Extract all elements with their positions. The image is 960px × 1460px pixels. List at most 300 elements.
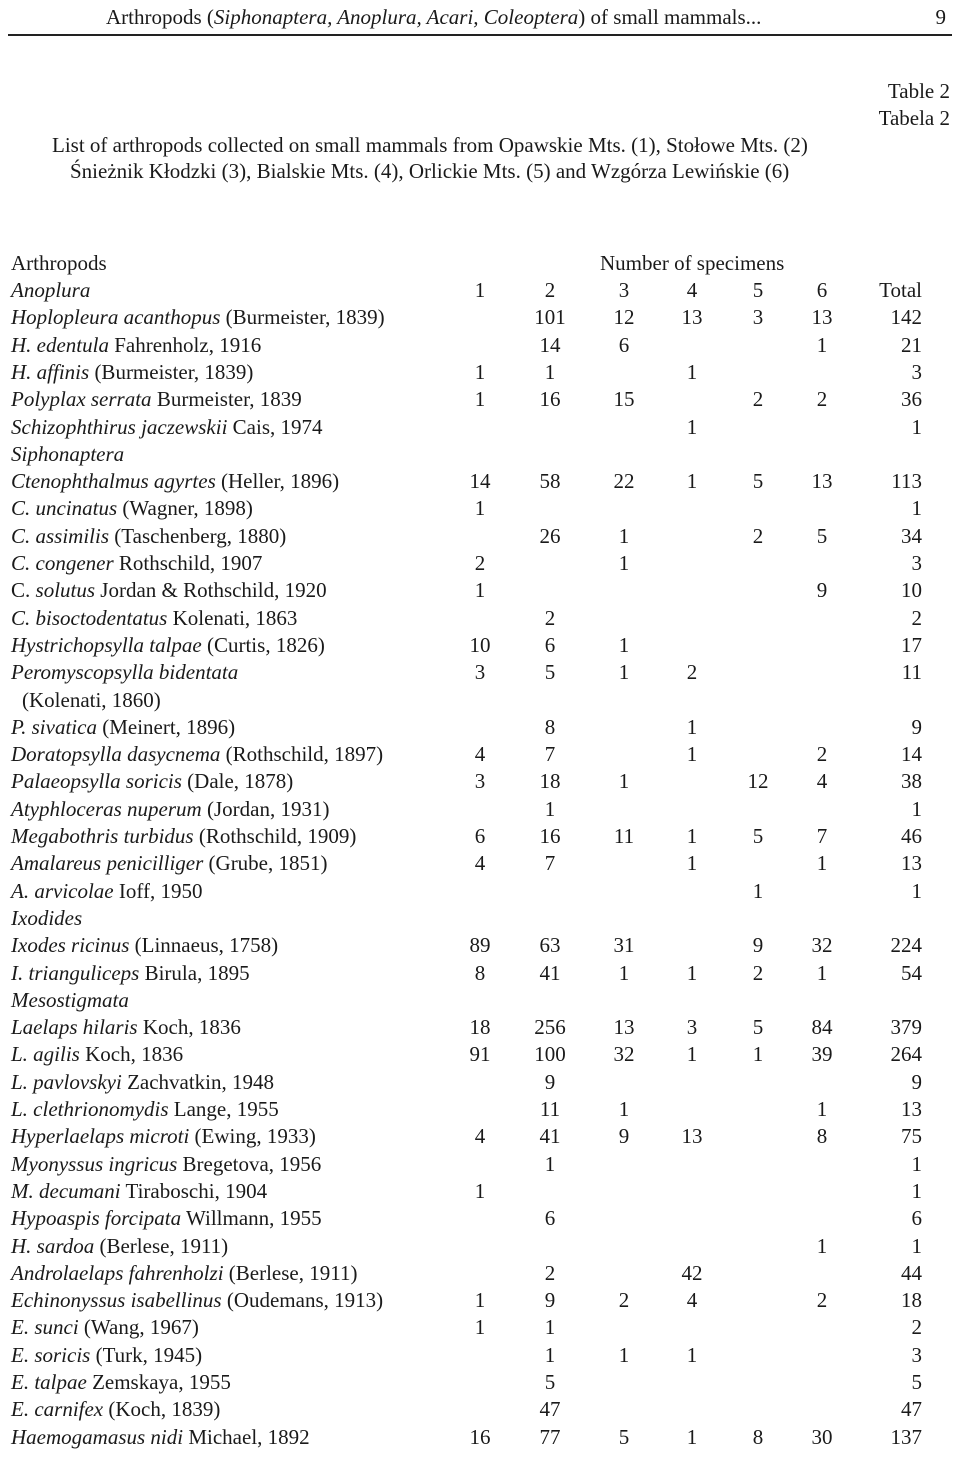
group-row xyxy=(0,905,960,932)
species-taxon: E. sunci xyxy=(11,1315,79,1340)
count-cell-3: 9 xyxy=(618,1124,630,1149)
species-taxon: L. clethrionomydis xyxy=(11,1097,169,1121)
species-name xyxy=(11,1342,202,1369)
count-cell-6: 2 xyxy=(816,742,828,767)
count-cell-5: 12 xyxy=(747,769,769,794)
species-name xyxy=(11,495,253,522)
count-cell-1: 2 xyxy=(474,551,486,575)
species-taxon: C. congener xyxy=(11,551,114,575)
species-author: (Burmeister, 1839) xyxy=(89,359,254,384)
count-cell-1: 1 xyxy=(474,387,486,412)
count-cell-1: 3 xyxy=(474,660,486,685)
count-cell-2: 5 xyxy=(544,660,556,685)
count-cell-2: 14 xyxy=(539,332,561,357)
total-cell: 47 xyxy=(901,1397,922,1422)
species-author: Kolenati, 1863 xyxy=(167,605,298,630)
count-cell-4: 1 xyxy=(686,1042,698,1067)
count-cell-1: 1 xyxy=(474,1178,486,1203)
group-row xyxy=(0,987,960,1014)
species-name xyxy=(11,850,328,877)
species-name xyxy=(11,577,327,604)
count-cell-3: 1 xyxy=(618,660,630,685)
count-cell-1: 4 xyxy=(474,851,486,876)
count-cell-3: 1 xyxy=(618,523,630,548)
count-cell-3: 12 xyxy=(613,305,635,330)
count-cell-5: 8 xyxy=(752,1424,764,1449)
species-taxon: C. assimilis xyxy=(11,523,110,548)
count-cell-2: 26 xyxy=(539,523,561,548)
page-number: 9 xyxy=(935,5,946,29)
count-cell-2: 100 xyxy=(534,1042,566,1067)
count-cell-2: 11 xyxy=(539,1097,561,1121)
total-cell: 34 xyxy=(901,523,922,548)
count-cell-2: 16 xyxy=(539,387,561,412)
species-taxon: Hystrichopsylla talpae xyxy=(11,632,202,657)
count-cell-4: 1 xyxy=(686,414,698,439)
species-taxon: Ixodes ricinus xyxy=(11,933,130,958)
count-cell-5: 5 xyxy=(752,278,764,302)
count-cell-4: 13 xyxy=(681,305,703,330)
species-taxon: Hyperlaelaps microti xyxy=(11,1124,190,1149)
count-cell-6: 2 xyxy=(816,387,828,412)
count-cell-1: 1 xyxy=(474,1315,486,1340)
total-cell: 264 xyxy=(890,1042,922,1067)
count-cell-1: 1 xyxy=(474,578,486,603)
count-cell-3: 6 xyxy=(618,332,630,357)
total-cell: 10 xyxy=(901,578,922,603)
species-name xyxy=(11,1069,274,1096)
species-taxon: Atyphloceras nuperum xyxy=(11,796,202,821)
species-name xyxy=(11,1287,383,1314)
species-name xyxy=(11,414,323,441)
caption-line-1: List of arthropods collected on small mammals from Opawskie Mts. (1), Stołowe Mts. (2) xyxy=(52,133,808,157)
species-name xyxy=(11,1260,357,1287)
species-name xyxy=(11,1424,310,1451)
count-cell-3: 32 xyxy=(613,1042,635,1067)
species-name xyxy=(11,659,238,686)
count-cell-2: 1 xyxy=(544,796,556,821)
species-author: Jordan & Rothschild, 1920 xyxy=(95,578,327,603)
table-label-en: Table 2 xyxy=(887,79,950,103)
total-cell: 46 xyxy=(901,824,922,848)
total-cell: 38 xyxy=(901,769,922,794)
species-name xyxy=(11,932,278,959)
species-author: Koch, 1836 xyxy=(79,1042,184,1067)
count-cell-2: 2 xyxy=(544,278,556,302)
count-cell-4: 1 xyxy=(686,469,698,494)
table-row xyxy=(0,823,960,850)
total-cell: 14 xyxy=(901,742,922,767)
total-cell: 6 xyxy=(911,1206,922,1231)
table-row xyxy=(0,304,960,331)
species-name xyxy=(11,523,286,550)
species-taxon: Amalareus penicilliger xyxy=(11,851,204,876)
count-cell-1: 1 xyxy=(474,1288,486,1313)
running-header xyxy=(8,2,952,36)
species-author: (Oudemans, 1913) xyxy=(221,1288,384,1313)
species-taxon: M. decumani xyxy=(11,1178,121,1203)
species-taxon: E. talpae xyxy=(11,1370,87,1394)
species-name xyxy=(11,714,235,741)
species-taxon: Megabothris turbidus xyxy=(11,824,194,848)
count-cell-3: 11 xyxy=(613,824,635,848)
species-taxon: H. affinis xyxy=(11,359,90,384)
total-cell: 2 xyxy=(911,605,922,630)
table-row xyxy=(0,359,960,386)
table-row xyxy=(0,659,960,686)
count-cell-6: 2 xyxy=(816,1288,828,1313)
species-author: Birula, 1895 xyxy=(139,960,250,985)
species-name xyxy=(11,1014,241,1041)
species-name xyxy=(11,386,302,413)
species-taxon: Hypoaspis forcipata xyxy=(11,1206,182,1231)
species-taxon: C. uncinatus xyxy=(11,496,118,521)
table-row xyxy=(0,1314,960,1341)
species-name xyxy=(11,332,261,359)
table-row xyxy=(0,468,960,495)
species-author: (Heller, 1896) xyxy=(215,469,340,494)
count-cell-2: 101 xyxy=(534,305,566,330)
species-taxon: H. edentula xyxy=(11,332,109,357)
table-row xyxy=(0,741,960,768)
species-author: Michael, 1892 xyxy=(183,1424,310,1449)
count-cell-5: 5 xyxy=(752,469,764,494)
species-author: (Kolenati, 1860) xyxy=(22,687,161,712)
count-cell-6: 13 xyxy=(811,305,833,330)
count-cell-2: 6 xyxy=(544,632,556,657)
table-row xyxy=(0,1014,960,1041)
count-cell-2: 16 xyxy=(539,824,561,848)
species-author: Cais, 1974 xyxy=(227,414,323,439)
table-row xyxy=(0,495,960,522)
count-cell-2: 47 xyxy=(539,1397,561,1422)
count-cell-5: 5 xyxy=(752,824,764,848)
species-taxon: H. sardoa xyxy=(11,1233,95,1258)
count-cell-3: 1 xyxy=(618,551,630,575)
count-cell-1: 3 xyxy=(474,769,486,794)
table-row xyxy=(0,960,960,987)
count-cell-2: 1 xyxy=(544,1315,556,1340)
count-cell-6: 1 xyxy=(816,960,828,985)
count-cell-4: 1 xyxy=(686,824,698,848)
count-cell-6: 8 xyxy=(816,1124,828,1149)
table-row xyxy=(0,1396,960,1423)
count-cell-5: 2 xyxy=(752,523,764,548)
count-cell-3: 22 xyxy=(613,469,635,494)
species-author: (Dale, 1878) xyxy=(181,769,294,794)
species-author: Zemskaya, 1955 xyxy=(86,1370,231,1394)
count-cell-2: 63 xyxy=(539,933,561,958)
total-cell: 44 xyxy=(901,1260,922,1285)
group-label-text: Siphonaptera xyxy=(11,441,125,466)
group-label-text: Ixodides xyxy=(11,905,83,930)
species-author: (Rothschild, 1897) xyxy=(220,742,384,767)
table-row xyxy=(0,932,960,959)
total-cell: 9 xyxy=(911,1069,922,1094)
count-cell-6: 7 xyxy=(816,824,828,848)
count-cell-5: 3 xyxy=(752,305,764,330)
count-cell-4: 1 xyxy=(686,714,698,739)
table-caption xyxy=(52,132,932,184)
count-cell-1: 14 xyxy=(469,469,491,494)
species-name xyxy=(11,1396,220,1423)
column-header-row xyxy=(0,250,960,277)
species-taxon: Peromyscopsylla bidentata xyxy=(11,660,239,685)
species-taxon: L. pavlovskyi xyxy=(11,1069,122,1094)
count-cell-5: 5 xyxy=(752,1015,764,1040)
species-name xyxy=(11,768,293,795)
count-cell-2: 9 xyxy=(544,1288,556,1313)
species-taxon: Doratopsylla dasycnema xyxy=(11,742,221,767)
count-cell-1: 91 xyxy=(469,1042,491,1067)
species-taxon: Myonyssus ingricus xyxy=(11,1151,178,1176)
group-label xyxy=(11,441,124,468)
count-cell-3: 31 xyxy=(613,933,635,958)
total-cell: 3 xyxy=(911,1342,922,1367)
count-cell-5: 2 xyxy=(752,960,764,985)
species-author: Tiraboschi, 1904 xyxy=(120,1178,268,1203)
total-cell: 137 xyxy=(890,1424,922,1449)
table-row xyxy=(0,1069,960,1096)
species-taxon: L. agilis xyxy=(11,1042,80,1067)
count-cell-1: 1 xyxy=(474,496,486,521)
count-cell-6: 5 xyxy=(816,523,828,548)
total-cell: 17 xyxy=(901,632,922,657)
count-cell-1: 1 xyxy=(474,278,486,302)
total-cell: 113 xyxy=(891,469,922,494)
species-name xyxy=(11,878,203,905)
count-cell-6: 39 xyxy=(811,1042,833,1067)
species-name xyxy=(11,605,297,632)
count-cell-3: 1 xyxy=(618,1342,630,1367)
species-name xyxy=(11,1205,322,1232)
count-cell-4: 1 xyxy=(686,1342,698,1367)
species-author: Koch, 1836 xyxy=(137,1015,241,1040)
species-author: (Berlese, 1911) xyxy=(223,1260,358,1285)
count-cell-2: 9 xyxy=(544,1069,556,1094)
table-row xyxy=(0,1233,960,1260)
species-taxon: Echinonyssus isabellinus xyxy=(11,1288,222,1313)
running-title: Arthropods (Siphonaptera, Anoplura, Acari, Coleoptera) of small mammals... xyxy=(106,5,762,29)
count-cell-2: 1 xyxy=(544,359,556,384)
count-cell-1: 10 xyxy=(469,632,491,657)
continuation-row xyxy=(0,687,960,714)
count-cell-5: 9 xyxy=(752,933,764,958)
species-taxon: Androlaelaps fahrenholzi xyxy=(11,1260,224,1285)
count-cell-1: 6 xyxy=(474,824,486,848)
species-author: (Koch, 1839) xyxy=(103,1397,221,1422)
count-cell-6: 84 xyxy=(811,1015,833,1040)
species-author: Rothschild, 1907 xyxy=(113,551,263,575)
species-taxon: I. trianguliceps xyxy=(11,960,140,985)
count-cell-2: 8 xyxy=(544,714,556,739)
species-taxon: C. bisoctodentatus xyxy=(11,605,168,630)
species-name xyxy=(11,1123,316,1150)
count-cell-3: 3 xyxy=(618,278,630,302)
count-cell-3: 15 xyxy=(613,387,635,412)
species-taxon: Schizophthirus jaczewskii xyxy=(11,414,228,439)
table-row xyxy=(0,1260,960,1287)
count-cell-6: 1 xyxy=(816,1233,828,1258)
count-cell-4: 3 xyxy=(686,1015,698,1040)
total-cell: 13 xyxy=(901,1097,922,1121)
table-row xyxy=(0,523,960,550)
table-row xyxy=(0,1369,960,1396)
table-row xyxy=(0,1151,960,1178)
total-cell: 2 xyxy=(911,1315,922,1340)
count-cell-6: 9 xyxy=(816,578,828,603)
count-cell-1: 1 xyxy=(474,359,486,384)
total-cell: 13 xyxy=(901,851,922,876)
table-label xyxy=(879,78,950,132)
column-header-name: Arthropods xyxy=(11,251,107,275)
total-cell: 11 xyxy=(901,660,922,685)
species-author: Lange, 1955 xyxy=(168,1097,279,1121)
table-row xyxy=(0,850,960,877)
species-author: C. xyxy=(11,578,36,603)
species-taxon: E. soricis xyxy=(11,1342,91,1367)
total-cell: 36 xyxy=(901,387,922,412)
count-cell-2: 7 xyxy=(544,851,556,876)
count-cell-6: 32 xyxy=(811,933,833,958)
species-name xyxy=(11,1233,228,1260)
table-row xyxy=(0,1096,960,1123)
species-author: (Curtis, 1826) xyxy=(201,632,325,657)
count-cell-1: 8 xyxy=(474,960,486,985)
count-cell-6: 13 xyxy=(811,469,833,494)
count-cell-4: 1 xyxy=(686,359,698,384)
species-taxon: A. arvicolae xyxy=(11,878,114,903)
count-cell-4: 4 xyxy=(686,1288,698,1313)
total-cell: 9 xyxy=(911,714,922,739)
species-author: (Grube, 1851) xyxy=(203,851,328,876)
total-cell: 1 xyxy=(911,1178,922,1203)
species-author: (Linnaeus, 1758) xyxy=(129,933,279,958)
table-row xyxy=(0,386,960,413)
count-cell-2: 41 xyxy=(539,1124,561,1149)
species-name xyxy=(11,468,339,495)
species-author: (Wagner, 1898) xyxy=(117,496,253,521)
species-author: Burmeister, 1839 xyxy=(151,387,302,412)
species-name xyxy=(11,359,253,386)
table-row xyxy=(0,577,960,604)
species-author: (Jordan, 1931) xyxy=(201,796,330,821)
species-taxon: Haemogamasus nidi xyxy=(11,1424,184,1449)
species-author: Ioff, 1950 xyxy=(113,878,203,903)
species-author: (Burmeister, 1839) xyxy=(220,305,385,330)
species-name xyxy=(11,741,383,768)
count-cell-4: 4 xyxy=(686,278,698,302)
count-cell-4: 1 xyxy=(686,1424,698,1449)
count-cell-6: 4 xyxy=(816,769,828,794)
count-cell-5: 2 xyxy=(752,387,764,412)
count-cell-6: 1 xyxy=(816,851,828,876)
count-cell-1: 89 xyxy=(469,933,491,958)
species-name xyxy=(11,1151,321,1178)
table-row xyxy=(0,550,960,577)
species-author: Fahrenholz, 1916 xyxy=(108,332,262,357)
group-label xyxy=(11,905,82,932)
species-taxon: Polyplax serrata xyxy=(11,387,152,412)
species-name xyxy=(11,1178,267,1205)
species-taxon: Laelaps hilaris xyxy=(11,1015,138,1040)
species-name xyxy=(11,1314,199,1341)
table-row xyxy=(0,1205,960,1232)
count-cell-1: 18 xyxy=(469,1015,491,1040)
table-row xyxy=(0,714,960,741)
table-row xyxy=(0,1287,960,1314)
total-cell: 142 xyxy=(890,305,922,330)
group-row xyxy=(0,277,960,304)
count-cell-4: 2 xyxy=(686,660,698,685)
group-row xyxy=(0,441,960,468)
species-author: (Taschenberg, 1880) xyxy=(109,523,287,548)
species-author: (Meinert, 1896) xyxy=(96,714,236,739)
species-name xyxy=(11,304,385,331)
species-name xyxy=(11,632,325,659)
count-cell-2: 58 xyxy=(539,469,561,494)
group-label xyxy=(11,277,90,304)
count-cell-2: 7 xyxy=(544,742,556,767)
table-row xyxy=(0,768,960,795)
species-taxon: P. sivatica xyxy=(11,714,97,739)
table-row xyxy=(0,1041,960,1068)
table-row xyxy=(0,1123,960,1150)
count-cell-3: 5 xyxy=(618,1424,630,1449)
table-row xyxy=(0,332,960,359)
species-author: (Berlese, 1911) xyxy=(94,1233,229,1258)
table-row xyxy=(0,796,960,823)
species-author: (Rothschild, 1909) xyxy=(193,824,357,848)
species-taxon: Palaeopsylla soricis xyxy=(11,769,182,794)
species-taxon: solutus xyxy=(35,578,96,603)
table-row xyxy=(0,1342,960,1369)
count-cell-2: 1 xyxy=(544,1342,556,1367)
count-cell-1: 4 xyxy=(474,1124,486,1149)
count-cell-2: 41 xyxy=(539,960,561,985)
species-name xyxy=(11,823,356,850)
group-label xyxy=(11,987,129,1014)
count-cell-2: 18 xyxy=(539,769,561,794)
total-cell: 3 xyxy=(911,359,922,384)
count-cell-2: 2 xyxy=(544,1260,556,1285)
count-cell-4: 13 xyxy=(681,1124,703,1149)
caption-line-2: Śnieżnik Kłodzki (3), Bialskie Mts. (4), Orlickie Mts. (5) and Wzgórza Lewińskie (6) xyxy=(70,159,790,183)
count-cell-3: 1 xyxy=(618,1097,630,1121)
species-name xyxy=(11,1369,231,1396)
group-label-text: Mesostigmata xyxy=(11,987,129,1012)
count-cell-1: 16 xyxy=(469,1424,491,1449)
total-cell: 5 xyxy=(911,1370,922,1394)
count-cell-3: 1 xyxy=(618,632,630,657)
count-cell-2: 256 xyxy=(534,1015,566,1040)
count-cell-2: 2 xyxy=(544,605,556,630)
count-cell-4: 1 xyxy=(686,742,698,767)
count-cell-3: 2 xyxy=(618,1288,630,1313)
count-cell-2: 6 xyxy=(544,1206,556,1231)
count-cell-2: 77 xyxy=(539,1424,561,1449)
count-cell-4: 42 xyxy=(681,1260,703,1285)
total-cell: 379 xyxy=(890,1015,922,1040)
total-cell: 224 xyxy=(890,933,922,958)
species-name xyxy=(11,550,262,577)
species-name xyxy=(11,1041,183,1068)
species-author: (Turk, 1945) xyxy=(90,1342,203,1367)
species-name xyxy=(11,796,329,823)
total-cell: 3 xyxy=(911,551,922,575)
count-cell-6: 1 xyxy=(816,332,828,357)
count-cell-1: 4 xyxy=(474,742,486,767)
